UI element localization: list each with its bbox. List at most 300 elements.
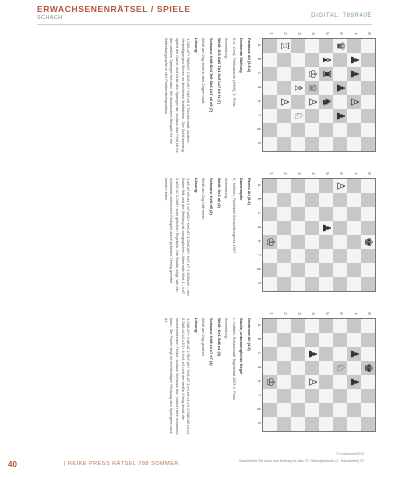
board-square xyxy=(347,137,361,151)
board-square xyxy=(333,95,347,109)
board-square xyxy=(319,249,333,263)
board-square xyxy=(277,417,291,431)
file-labels xyxy=(257,318,262,430)
board-square xyxy=(333,207,347,221)
chess-piece-icon: ♞ xyxy=(320,97,333,107)
chess-piece-icon: ♟ xyxy=(320,223,333,233)
problem-line: Weiß: Ke1 Sd6 e4 (3) xyxy=(216,318,222,357)
board-square xyxy=(333,319,347,333)
chess-problem-1 xyxy=(31,30,376,158)
board-square xyxy=(291,277,305,291)
rank-label: 5 xyxy=(325,32,330,35)
file-label: h xyxy=(257,281,262,285)
rank-label: 8 xyxy=(367,312,372,315)
chess-problem-2 xyxy=(31,170,376,298)
board-square xyxy=(263,235,277,249)
board-square xyxy=(319,403,333,417)
rank-label: 1 xyxy=(269,312,274,315)
board-square xyxy=(277,361,291,375)
chess-piece-icon: ♟ xyxy=(348,349,361,359)
board-square xyxy=(277,347,291,361)
board-square xyxy=(361,319,375,333)
rank-label: 6 xyxy=(339,32,344,35)
rank-label: 1 xyxy=(269,32,274,35)
board-square xyxy=(305,403,319,417)
problem-text xyxy=(161,38,252,156)
problem-line: Lösung: xyxy=(193,178,199,194)
board-square xyxy=(347,81,361,95)
board-square xyxy=(291,179,305,193)
board-square xyxy=(263,263,277,277)
board-square xyxy=(333,263,347,277)
board-square xyxy=(347,39,361,53)
rank-label: 1 xyxy=(269,172,274,175)
problem-line: Damenopfer xyxy=(239,178,245,201)
problem-heading: Fantasie Ah (9.5.2) xyxy=(247,38,252,73)
board-square xyxy=(277,39,291,53)
board-square xyxy=(305,319,319,333)
problem-heading: Gewinnst Ah (4.3) xyxy=(247,318,252,351)
rank-label: 3 xyxy=(297,172,302,175)
board-square xyxy=(347,53,361,67)
chess-piece-icon: ♔ xyxy=(264,377,277,387)
board-square xyxy=(347,207,361,221)
board-square xyxy=(305,375,319,389)
chess-piece-icon: ♚ xyxy=(362,363,375,373)
problem-line: E. Mühlen, Fachblatt Schachkongress 1927 xyxy=(231,178,237,254)
board-square xyxy=(319,39,333,53)
board-square xyxy=(305,207,319,221)
board-square xyxy=(277,95,291,109)
rank-label: 3 xyxy=(297,32,302,35)
rank-label: 6 xyxy=(339,312,344,315)
board-square xyxy=(263,319,277,333)
problem-line: 1.Dd6-d7+ Sb6xd7 2.Sc5-e6+ Kd8-c8 3.Tb4-b8 matt. Andere Verteidigungen führen zu ähnlichen Mattbildern. Der Schlüsselzug opfert die Dame und lenkt den Springer ab, sodass das Feld e6 für den weißen Springer frei wird. Ein klassisches Beispiel für ein Ablenkungsopfer in der Problemkomposition. xyxy=(163,38,192,153)
problem-line: Weiß am Zug gewinnt. xyxy=(201,318,207,357)
chess-piece-icon: ♔ xyxy=(306,69,319,79)
board-square xyxy=(361,263,375,277)
chess-piece-icon: ♟ xyxy=(306,349,319,359)
board-square xyxy=(333,193,347,207)
rank-label: 8 xyxy=(367,172,372,175)
board-square xyxy=(291,123,305,137)
file-label: a xyxy=(257,323,262,327)
board-square xyxy=(319,375,333,389)
rank-label: 6 xyxy=(339,172,344,175)
rank-label: 7 xyxy=(353,172,358,175)
file-label: a xyxy=(257,43,262,47)
board-square xyxy=(277,249,291,263)
board-square xyxy=(263,221,277,235)
chess-piece-icon: ♚ xyxy=(362,237,375,247)
problem-text xyxy=(161,178,252,296)
file-label: d xyxy=(257,225,262,229)
board-square xyxy=(319,417,333,431)
board-square xyxy=(291,53,305,67)
board-square xyxy=(347,417,361,431)
board-square xyxy=(347,67,361,81)
file-label: b xyxy=(257,57,262,61)
problem-line: Weiß am Zug hält remis. xyxy=(201,178,207,221)
board-square xyxy=(277,81,291,95)
board-square xyxy=(361,389,375,403)
file-label: e xyxy=(257,99,262,103)
board-square xyxy=(277,235,291,249)
board-square xyxy=(277,109,291,123)
board-square xyxy=(291,361,305,375)
board-square xyxy=(347,193,361,207)
board-square xyxy=(361,375,375,389)
chess-piece-icon: ♙ xyxy=(348,97,361,107)
board-square xyxy=(347,333,361,347)
board-square xyxy=(347,95,361,109)
board-square xyxy=(361,277,375,291)
board-square xyxy=(263,179,277,193)
board-square xyxy=(305,333,319,347)
file-label: f xyxy=(257,394,262,396)
board-square xyxy=(291,249,305,263)
copyright-note: © Lektorum/2013 xyxy=(336,452,364,456)
board-square xyxy=(319,67,333,81)
file-label: f xyxy=(257,254,262,256)
board-square xyxy=(305,193,319,207)
board-square xyxy=(333,53,347,67)
board-square xyxy=(333,277,347,291)
file-label: g xyxy=(257,127,262,131)
board-square xyxy=(319,53,333,67)
board-square xyxy=(291,95,305,109)
board-square xyxy=(347,403,361,417)
file-label: f xyxy=(257,114,262,116)
file-label: e xyxy=(257,239,262,243)
board-square xyxy=(319,361,333,375)
file-labels xyxy=(257,38,262,150)
board-square xyxy=(277,179,291,193)
board-square xyxy=(305,95,319,109)
section-label: SCHACH xyxy=(37,15,63,21)
chess-piece-icon: ♗ xyxy=(292,83,305,93)
board-square xyxy=(319,235,333,249)
board-square xyxy=(361,179,375,193)
rank-labels xyxy=(264,310,376,317)
board-square xyxy=(277,375,291,389)
board-square xyxy=(305,263,319,277)
rank-label: 4 xyxy=(311,172,316,175)
board-square xyxy=(347,277,361,291)
board-square xyxy=(305,389,319,403)
board-square xyxy=(277,403,291,417)
board-square xyxy=(263,67,277,81)
problem-line: Lösung: xyxy=(193,318,199,334)
board-square xyxy=(291,221,305,235)
board-square xyxy=(277,67,291,81)
board-square xyxy=(291,109,305,123)
problem-heading: Remis Ah (8.3) xyxy=(247,178,252,205)
board-square xyxy=(319,221,333,235)
file-label: c xyxy=(257,351,262,355)
board-square xyxy=(333,375,347,389)
board-square xyxy=(361,109,375,123)
board-square xyxy=(291,403,305,417)
board-square xyxy=(347,109,361,123)
board-square xyxy=(347,179,361,193)
board-square xyxy=(319,347,333,361)
board-square xyxy=(347,375,361,389)
file-label: b xyxy=(257,197,262,201)
board-square xyxy=(361,417,375,431)
board-square xyxy=(277,221,291,235)
board-square xyxy=(333,249,347,263)
problem-text xyxy=(161,318,252,436)
problem-line: Schwarz: Ke8 d5 (2) xyxy=(209,178,215,215)
board-square xyxy=(347,319,361,333)
board-square xyxy=(291,263,305,277)
board-square xyxy=(361,53,375,67)
rank-labels xyxy=(264,30,376,37)
board-square xyxy=(305,235,319,249)
board-square xyxy=(291,417,305,431)
board-square xyxy=(333,389,347,403)
board-square xyxy=(291,67,305,81)
board-square xyxy=(347,263,361,277)
board-square xyxy=(277,137,291,151)
chess-piece-icon: ♘ xyxy=(292,111,305,121)
page-number: 40 xyxy=(8,460,17,469)
chess-piece-icon: ♟ xyxy=(348,55,361,65)
problem-line: Anmerkung: xyxy=(224,318,230,339)
chess-piece-icon: ♙ xyxy=(278,97,291,107)
board-square xyxy=(319,277,333,291)
board-square xyxy=(291,137,305,151)
problem-line: Lösung: xyxy=(193,38,199,54)
file-label: g xyxy=(257,267,262,271)
problem-line: L. Kubbel, Schachmatt Tagesblatt 1925 1. Preis xyxy=(231,318,237,400)
board-square xyxy=(291,235,305,249)
board-square xyxy=(291,207,305,221)
problem-line: Drohende Stellung xyxy=(239,38,245,73)
board-square xyxy=(319,319,333,333)
chess-board xyxy=(262,178,376,292)
rank-label: 4 xyxy=(311,32,316,35)
board-square xyxy=(305,277,319,291)
board-square xyxy=(305,67,319,81)
board-square xyxy=(305,53,319,67)
rank-label: 4 xyxy=(311,312,316,315)
chess-piece-icon: ♕ xyxy=(306,83,319,93)
board-square xyxy=(361,235,375,249)
rank-labels xyxy=(264,170,376,177)
file-label: b xyxy=(257,337,262,341)
board-square xyxy=(305,123,319,137)
file-labels xyxy=(257,178,262,290)
rank-label: 7 xyxy=(353,32,358,35)
problem-line: 1.Sd6-b7+ Kd8-c8 2.Sb7-d6+ Kc8-d7 3.e4-e5 c4-c3 4.Sd6-b5 c3-c2 5.Sb5-d4 c2-c1D+ 6.Ke1-e2 und der weiße König deckt die entscheidenden Felder, sodass Schwarz den Vorteil nicht verwerten kann. Die Pointe liegt im rechtzeitigen Rückzug des Springers nach d4. xyxy=(163,318,192,435)
problem-line: Studie, unbezwinglicher Kegel xyxy=(239,318,245,375)
chess-board xyxy=(262,38,376,152)
rotated-content xyxy=(31,30,376,440)
digital-code: DIGITAL: 789R40E xyxy=(311,13,372,19)
board-square xyxy=(319,179,333,193)
board-square xyxy=(333,333,347,347)
board-square xyxy=(277,193,291,207)
board-square xyxy=(347,389,361,403)
board-square xyxy=(319,263,333,277)
file-label: d xyxy=(257,85,262,89)
board-square xyxy=(263,389,277,403)
file-label: e xyxy=(257,379,262,383)
rank-label: 3 xyxy=(297,312,302,315)
problem-line: Schwarz: Kd8 c4 c7 e7 (4) xyxy=(209,318,215,366)
problem-line: Anmerkung: xyxy=(224,178,230,199)
chess-piece-icon: ♘ xyxy=(334,363,347,373)
board-square xyxy=(319,137,333,151)
rank-label: 2 xyxy=(283,172,288,175)
file-label: h xyxy=(257,141,262,145)
board-square xyxy=(319,109,333,123)
board-square xyxy=(263,123,277,137)
board-square xyxy=(263,39,277,53)
board-square xyxy=(291,347,305,361)
board-square xyxy=(305,249,319,263)
file-label: d xyxy=(257,365,262,369)
board-square xyxy=(333,235,347,249)
chess-piece-icon: ♙ xyxy=(306,377,319,387)
chess-board xyxy=(262,318,376,432)
board-square xyxy=(291,193,305,207)
board-square xyxy=(333,417,347,431)
board-square xyxy=(347,123,361,137)
board-square xyxy=(305,417,319,431)
board-square xyxy=(319,333,333,347)
chess-piece-icon: ♔ xyxy=(264,237,277,247)
board-square xyxy=(333,39,347,53)
board-square xyxy=(361,249,375,263)
footnote: Beschließe Sie auch den Beitrag für das 75. Rätseljahrbuch (1. Hausbüttel) 37 xyxy=(239,459,364,463)
board-square xyxy=(263,81,277,95)
rank-label: 2 xyxy=(283,312,288,315)
board-square xyxy=(263,361,277,375)
problem-line: Anmerkung: xyxy=(224,38,230,59)
board-square xyxy=(361,333,375,347)
board-square xyxy=(263,347,277,361)
board-square xyxy=(347,221,361,235)
board-square xyxy=(277,277,291,291)
board-square xyxy=(291,375,305,389)
problem-line: Weiß am Zug setzt in drei Zügen matt. xyxy=(201,38,207,105)
board-square xyxy=(277,263,291,277)
chess-piece-icon: ♙ xyxy=(334,181,347,191)
board-square xyxy=(361,221,375,235)
chess-problem-3 xyxy=(31,310,376,438)
board-square xyxy=(333,179,347,193)
header-divider xyxy=(37,24,372,25)
board-square xyxy=(361,193,375,207)
board-square xyxy=(291,389,305,403)
problem-line: Weiß: Kf1 Dd6 Tb4 Sc5 Lc7 b3 f4 (7) xyxy=(216,38,222,105)
chess-piece-icon: ♟ xyxy=(348,69,361,79)
board-square xyxy=(263,333,277,347)
board-square xyxy=(319,123,333,137)
footer-title: | REIKE PRESS RÄTSEL 788 SOMMER xyxy=(64,461,179,467)
board-square xyxy=(319,193,333,207)
board-square xyxy=(333,347,347,361)
board-square xyxy=(333,67,347,81)
chess-piece-icon: ♛ xyxy=(334,41,347,51)
rank-label: 5 xyxy=(325,172,330,175)
board-square xyxy=(305,81,319,95)
chess-piece-icon: ♖ xyxy=(278,41,291,51)
board-square xyxy=(361,39,375,53)
board-square xyxy=(277,123,291,137)
chess-piece-icon: ♜ xyxy=(320,69,333,79)
chess-piece-icon: ♝ xyxy=(320,55,333,65)
board-square xyxy=(361,207,375,221)
file-label: h xyxy=(257,421,262,425)
board-square xyxy=(263,249,277,263)
board-square xyxy=(361,137,375,151)
board-square xyxy=(263,375,277,389)
board-square xyxy=(361,403,375,417)
board-square xyxy=(361,347,375,361)
board-square xyxy=(277,389,291,403)
rank-label: 7 xyxy=(353,312,358,315)
board-square xyxy=(263,417,277,431)
board-square xyxy=(291,39,305,53)
board-square xyxy=(291,333,305,347)
board-square xyxy=(347,361,361,375)
board-square xyxy=(277,319,291,333)
problem-line: Schwarz: Kd8 Dh4 Te8 Sb6 Lb7 c6 e5 (7) xyxy=(209,38,215,113)
board-square xyxy=(319,389,333,403)
board-square xyxy=(305,39,319,53)
board-square xyxy=(319,81,333,95)
file-label: c xyxy=(257,71,262,75)
board-square xyxy=(305,221,319,235)
problem-line: Weiß: Ke1 a6 (2) xyxy=(216,178,222,208)
board-square xyxy=(277,207,291,221)
board-square xyxy=(361,123,375,137)
board-square xyxy=(305,361,319,375)
file-label: c xyxy=(257,211,262,215)
board-square xyxy=(263,53,277,67)
board-square xyxy=(333,361,347,375)
board-square xyxy=(361,81,375,95)
board-square xyxy=(347,235,361,249)
chess-piece-icon: ♟ xyxy=(348,377,361,387)
board-square xyxy=(319,207,333,221)
board-square xyxy=(333,123,347,137)
board-square xyxy=(361,95,375,109)
board-square xyxy=(347,347,361,361)
board-square xyxy=(347,249,361,263)
file-label: a xyxy=(257,183,262,187)
board-square xyxy=(277,53,291,67)
board-square xyxy=(305,347,319,361)
board-square xyxy=(361,361,375,375)
board-square xyxy=(305,109,319,123)
board-square xyxy=(361,67,375,81)
board-square xyxy=(333,81,347,95)
rank-label: 8 xyxy=(367,32,372,35)
board-square xyxy=(333,221,347,235)
chess-piece-icon: ♟ xyxy=(334,111,347,121)
board-square xyxy=(291,319,305,333)
board-square xyxy=(277,333,291,347)
board-square xyxy=(333,137,347,151)
rank-label: 5 xyxy=(325,312,330,315)
board-square xyxy=(305,179,319,193)
board-square xyxy=(263,137,277,151)
